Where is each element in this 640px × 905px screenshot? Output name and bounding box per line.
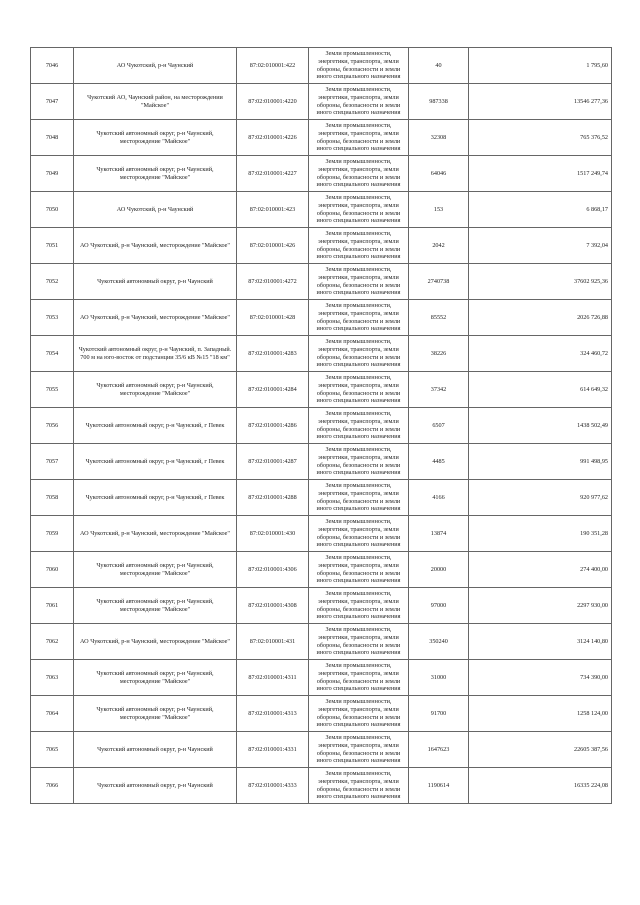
cadastral-value-cell: 37602 925,36 bbox=[469, 264, 612, 300]
address-cell: Чукотский автономный округ, р-н Чаунский, месторождение "Майское" bbox=[74, 660, 237, 696]
land-category-cell bbox=[309, 732, 409, 768]
row-number-cell: 7046 bbox=[31, 48, 74, 84]
cadastral-value-cell: 765 376,52 bbox=[469, 120, 612, 156]
table-row bbox=[31, 696, 612, 732]
land-category-line: обороны, безопасности и земли bbox=[316, 677, 401, 685]
land-category-line: обороны, безопасности и земли bbox=[316, 65, 401, 73]
land-category-line: иного специального назначения bbox=[316, 757, 401, 765]
area-cell: 37342 bbox=[409, 372, 469, 408]
area-cell: 91700 bbox=[409, 696, 469, 732]
cadastral-value-cell: 1517 249,74 bbox=[469, 156, 612, 192]
table-row bbox=[31, 660, 612, 696]
area-cell: 4166 bbox=[409, 480, 469, 516]
address-cell: Чукотский автономный округ, р-н Чаунский, месторождение "Майское" bbox=[74, 588, 237, 624]
address-cell: Чукотский автономный округ, р-н Чаунский, месторождение "Майское" bbox=[74, 120, 237, 156]
land-category-cell bbox=[309, 408, 409, 444]
table-row bbox=[31, 516, 612, 552]
land-category-line: иного специального назначения bbox=[316, 649, 401, 657]
area-cell: 2042 bbox=[409, 228, 469, 264]
area-cell: 40 bbox=[409, 48, 469, 84]
land-category-line: энергетики, транспорта, земли bbox=[318, 165, 399, 173]
area-cell: 4485 bbox=[409, 444, 469, 480]
land-category-line: обороны, безопасности и земли bbox=[316, 605, 401, 613]
land-category-line: иного специального назначения bbox=[316, 361, 401, 369]
row-number-cell: 7065 bbox=[31, 732, 74, 768]
table-row bbox=[31, 552, 612, 588]
land-category-line: обороны, безопасности и земли bbox=[316, 425, 401, 433]
table-row bbox=[31, 300, 612, 336]
area-cell: 1647623 bbox=[409, 732, 469, 768]
address-cell: Чукотский АО, Чаунский район, на месторождении "Майское" bbox=[74, 84, 237, 120]
land-category-line: обороны, безопасности и земли bbox=[316, 101, 401, 109]
cadastral-number-cell: 87:02:010001:4286 bbox=[237, 408, 309, 444]
address-cell: Чукотский автономный округ, р-н Чаунский, месторождение "Майское" bbox=[74, 552, 237, 588]
address-cell: Чукотский автономный округ, р-н Чаунский bbox=[74, 264, 237, 300]
row-number-cell: 7056 bbox=[31, 408, 74, 444]
land-category-cell bbox=[309, 84, 409, 120]
area-cell: 153 bbox=[409, 192, 469, 228]
land-category-cell bbox=[309, 120, 409, 156]
land-category-line: обороны, безопасности и земли bbox=[316, 281, 401, 289]
area-cell: 20000 bbox=[409, 552, 469, 588]
land-category-line: иного специального назначения bbox=[316, 793, 401, 801]
land-category-line: иного специального назначения bbox=[316, 577, 401, 585]
land-category-line: иного специального назначения bbox=[316, 73, 401, 81]
land-category-line: обороны, безопасности и земли bbox=[316, 641, 401, 649]
table-row bbox=[31, 228, 612, 264]
land-category-line: Земли промышленности, bbox=[325, 158, 392, 166]
row-number-cell: 7063 bbox=[31, 660, 74, 696]
cadastral-number-cell: 87:02:010001:4272 bbox=[237, 264, 309, 300]
cadastral-number-cell: 87:02:010001:426 bbox=[237, 228, 309, 264]
cadastral-value-cell: 1438 502,49 bbox=[469, 408, 612, 444]
row-number-cell: 7057 bbox=[31, 444, 74, 480]
land-category-line: Земли промышленности, bbox=[325, 446, 392, 454]
land-category-line: Земли промышленности, bbox=[325, 374, 392, 382]
address-cell: Чукотский автономный округ, р-н Чаунский, месторождение "Майское" bbox=[74, 156, 237, 192]
table-row bbox=[31, 372, 612, 408]
address-cell: АО Чукотский, р-н Чаунский, месторождение "Майское" bbox=[74, 300, 237, 336]
cadastral-number-cell: 87:02:010001:4284 bbox=[237, 372, 309, 408]
land-category-line: Земли промышленности, bbox=[325, 266, 392, 274]
land-category-line: Земли промышленности, bbox=[325, 482, 392, 490]
row-number-cell: 7054 bbox=[31, 336, 74, 372]
row-number-cell: 7055 bbox=[31, 372, 74, 408]
land-category-line: энергетики, транспорта, земли bbox=[318, 309, 399, 317]
cadastral-value-cell: 991 498,95 bbox=[469, 444, 612, 480]
area-cell: 85552 bbox=[409, 300, 469, 336]
land-category-line: обороны, безопасности и земли bbox=[316, 461, 401, 469]
land-category-line: Земли промышленности, bbox=[325, 50, 392, 58]
land-category-line: Земли промышленности, bbox=[325, 734, 392, 742]
land-category-line: Земли промышленности, bbox=[325, 554, 392, 562]
land-category-line: энергетики, транспорта, земли bbox=[318, 777, 399, 785]
row-number-cell: 7059 bbox=[31, 516, 74, 552]
land-category-line: Земли промышленности, bbox=[325, 662, 392, 670]
land-category-line: энергетики, транспорта, земли bbox=[318, 489, 399, 497]
land-category-line: Земли промышленности, bbox=[325, 338, 392, 346]
cadastral-value-cell: 274 400,00 bbox=[469, 552, 612, 588]
land-category-line: иного специального назначения bbox=[316, 217, 401, 225]
row-number-cell: 7047 bbox=[31, 84, 74, 120]
table-row bbox=[31, 444, 612, 480]
cadastral-value-cell: 614 649,32 bbox=[469, 372, 612, 408]
area-cell: 32308 bbox=[409, 120, 469, 156]
cadastral-number-cell: 87:02:010001:4333 bbox=[237, 768, 309, 804]
cadastral-number-cell: 87:02:010001:4287 bbox=[237, 444, 309, 480]
land-category-line: обороны, безопасности и земли bbox=[316, 569, 401, 577]
land-category-line: иного специального назначения bbox=[316, 685, 401, 693]
cadastral-value-cell: 2026 726,88 bbox=[469, 300, 612, 336]
land-category-line: энергетики, транспорта, земли bbox=[318, 381, 399, 389]
address-cell: АО Чукотский, р-н Чаунский, месторождение "Майское" bbox=[74, 228, 237, 264]
land-category-cell bbox=[309, 300, 409, 336]
cadastral-value-cell: 13546 277,36 bbox=[469, 84, 612, 120]
land-category-line: Земли промышленности, bbox=[325, 194, 392, 202]
cadastral-value-cell: 1 795,60 bbox=[469, 48, 612, 84]
address-cell: Чукотский автономный округ, р-н Чаунский bbox=[74, 768, 237, 804]
land-category-line: Земли промышленности, bbox=[325, 230, 392, 238]
area-cell: 2740738 bbox=[409, 264, 469, 300]
land-category-cell bbox=[309, 192, 409, 228]
land-category-line: иного специального назначения bbox=[316, 541, 401, 549]
cadastral-number-cell: 87:02:010001:422 bbox=[237, 48, 309, 84]
land-category-line: энергетики, транспорта, земли bbox=[318, 597, 399, 605]
cadastral-number-cell: 87:02:010001:430 bbox=[237, 516, 309, 552]
land-category-line: обороны, безопасности и земли bbox=[316, 137, 401, 145]
table-row bbox=[31, 120, 612, 156]
land-category-line: иного специального назначения bbox=[316, 397, 401, 405]
cadastral-value-cell: 16335 224,08 bbox=[469, 768, 612, 804]
land-category-line: Земли промышленности, bbox=[325, 122, 392, 130]
address-cell: АО Чукотский, р-н Чаунский, месторождение "Майское" bbox=[74, 516, 237, 552]
cadastral-value-cell: 734 390,00 bbox=[469, 660, 612, 696]
table-row bbox=[31, 192, 612, 228]
cadastral-value-cell: 190 351,28 bbox=[469, 516, 612, 552]
land-category-cell bbox=[309, 156, 409, 192]
land-category-line: энергетики, транспорта, земли bbox=[318, 525, 399, 533]
table-row bbox=[31, 480, 612, 516]
land-category-line: иного специального назначения bbox=[316, 109, 401, 117]
land-category-line: Земли промышленности, bbox=[325, 518, 392, 526]
land-category-line: иного специального назначения bbox=[316, 325, 401, 333]
land-category-cell bbox=[309, 552, 409, 588]
land-category-line: энергетики, транспорта, земли bbox=[318, 705, 399, 713]
cadastral-number-cell: 87:02:010001:4288 bbox=[237, 480, 309, 516]
land-category-cell bbox=[309, 48, 409, 84]
table-row bbox=[31, 624, 612, 660]
address-cell: Чукотский автономный округ, р-н Чаунский, месторождение "Майское" bbox=[74, 696, 237, 732]
cadastral-value-cell: 920 977,62 bbox=[469, 480, 612, 516]
land-category-line: энергетики, транспорта, земли bbox=[318, 561, 399, 569]
land-category-line: обороны, безопасности и земли bbox=[316, 785, 401, 793]
land-category-cell bbox=[309, 228, 409, 264]
cadastral-number-cell: 87:02:010001:4283 bbox=[237, 336, 309, 372]
land-category-line: иного специального назначения bbox=[316, 613, 401, 621]
address-cell: Чукотский автономный округ, р-н Чаунский, месторождение "Майское" bbox=[74, 372, 237, 408]
land-category-line: Земли промышленности, bbox=[325, 626, 392, 634]
cadastral-number-cell: 87:02:010001:431 bbox=[237, 624, 309, 660]
land-category-line: иного специального назначения bbox=[316, 145, 401, 153]
area-cell: 38226 bbox=[409, 336, 469, 372]
land-category-line: обороны, безопасности и земли bbox=[316, 245, 401, 253]
land-category-line: иного специального назначения bbox=[316, 253, 401, 261]
row-number-cell: 7053 bbox=[31, 300, 74, 336]
land-category-line: обороны, безопасности и земли bbox=[316, 533, 401, 541]
area-cell: 64046 bbox=[409, 156, 469, 192]
land-category-line: иного специального назначения bbox=[316, 181, 401, 189]
land-category-line: энергетики, транспорта, земли bbox=[318, 201, 399, 209]
land-category-cell bbox=[309, 372, 409, 408]
land-category-line: обороны, безопасности и земли bbox=[316, 209, 401, 217]
row-number-cell: 7050 bbox=[31, 192, 74, 228]
land-category-line: обороны, безопасности и земли bbox=[316, 353, 401, 361]
table-row bbox=[31, 48, 612, 84]
land-category-line: Земли промышленности, bbox=[325, 590, 392, 598]
table-row bbox=[31, 588, 612, 624]
cadastral-number-cell: 87:02:010001:4308 bbox=[237, 588, 309, 624]
land-category-line: Земли промышленности, bbox=[325, 410, 392, 418]
land-category-line: иного специального назначения bbox=[316, 505, 401, 513]
row-number-cell: 7048 bbox=[31, 120, 74, 156]
address-cell: АО Чукотский, р-н Чаунский bbox=[74, 48, 237, 84]
table-row bbox=[31, 156, 612, 192]
row-number-cell: 7049 bbox=[31, 156, 74, 192]
cadastral-value-cell: 7 392,04 bbox=[469, 228, 612, 264]
cadastral-number-cell: 87:02:010001:4227 bbox=[237, 156, 309, 192]
land-category-line: Земли промышленности, bbox=[325, 302, 392, 310]
land-category-line: энергетики, транспорта, земли bbox=[318, 669, 399, 677]
address-cell: Чукотский автономный округ, р-н Чаунский, г Певек bbox=[74, 480, 237, 516]
cadastral-number-cell: 87:02:010001:4313 bbox=[237, 696, 309, 732]
land-category-line: энергетики, транспорта, земли bbox=[318, 633, 399, 641]
land-category-line: энергетики, транспорта, земли bbox=[318, 129, 399, 137]
land-category-line: энергетики, транспорта, земли bbox=[318, 57, 399, 65]
land-category-line: Земли промышленности, bbox=[325, 770, 392, 778]
table-row bbox=[31, 408, 612, 444]
land-category-line: обороны, безопасности и земли bbox=[316, 713, 401, 721]
land-category-cell bbox=[309, 588, 409, 624]
land-category-line: энергетики, транспорта, земли bbox=[318, 741, 399, 749]
land-category-cell bbox=[309, 336, 409, 372]
cadastral-value-cell: 2297 930,00 bbox=[469, 588, 612, 624]
land-category-line: обороны, безопасности и земли bbox=[316, 173, 401, 181]
land-category-line: Земли промышленности, bbox=[325, 86, 392, 94]
land-category-line: обороны, безопасности и земли bbox=[316, 389, 401, 397]
area-cell: 13874 bbox=[409, 516, 469, 552]
cadastral-number-cell: 87:02:010001:4311 bbox=[237, 660, 309, 696]
land-category-cell bbox=[309, 480, 409, 516]
land-category-line: обороны, безопасности и земли bbox=[316, 749, 401, 757]
address-cell: АО Чукотский, р-н Чаунский, месторождение "Майское" bbox=[74, 624, 237, 660]
table-row bbox=[31, 264, 612, 300]
table-row bbox=[31, 732, 612, 768]
table-row bbox=[31, 768, 612, 804]
area-cell: 31000 bbox=[409, 660, 469, 696]
table-row bbox=[31, 84, 612, 120]
address-cell: Чукотский автономный округ, р-н Чаунский bbox=[74, 732, 237, 768]
row-number-cell: 7061 bbox=[31, 588, 74, 624]
row-number-cell: 7058 bbox=[31, 480, 74, 516]
row-number-cell: 7064 bbox=[31, 696, 74, 732]
cadastral-number-cell: 87:02:010001:4226 bbox=[237, 120, 309, 156]
cadastral-number-cell: 87:02:010001:428 bbox=[237, 300, 309, 336]
row-number-cell: 7051 bbox=[31, 228, 74, 264]
row-number-cell: 7060 bbox=[31, 552, 74, 588]
area-cell: 6507 bbox=[409, 408, 469, 444]
land-category-line: Земли промышленности, bbox=[325, 698, 392, 706]
address-cell: Чукотский автономный округ, р-н Чаунский, г Певек bbox=[74, 408, 237, 444]
row-number-cell: 7052 bbox=[31, 264, 74, 300]
area-cell: 987338 bbox=[409, 84, 469, 120]
table-row bbox=[31, 336, 612, 372]
land-category-cell bbox=[309, 624, 409, 660]
land-category-line: энергетики, транспорта, земли bbox=[318, 93, 399, 101]
area-cell: 97000 bbox=[409, 588, 469, 624]
land-category-line: энергетики, транспорта, земли bbox=[318, 273, 399, 281]
cadastral-value-cell: 1258 124,00 bbox=[469, 696, 612, 732]
area-cell: 350240 bbox=[409, 624, 469, 660]
cadastral-value-cell: 324 460,72 bbox=[469, 336, 612, 372]
land-category-cell bbox=[309, 444, 409, 480]
area-cell: 1190614 bbox=[409, 768, 469, 804]
land-table bbox=[30, 47, 612, 804]
land-category-cell bbox=[309, 516, 409, 552]
address-cell: Чукотский автономный округ, р-н Чаунский, г Певек bbox=[74, 444, 237, 480]
land-category-cell bbox=[309, 660, 409, 696]
land-category-line: иного специального назначения bbox=[316, 433, 401, 441]
cadastral-number-cell: 87:02:010001:4331 bbox=[237, 732, 309, 768]
land-category-line: иного специального назначения bbox=[316, 721, 401, 729]
address-cell: Чукотский автономный округ, р-н Чаунский, п. Западный. 700 м на юго-восток от подстанции 35/6 кВ №15 "18 км" bbox=[74, 336, 237, 372]
land-category-line: энергетики, транспорта, земли bbox=[318, 453, 399, 461]
cadastral-value-cell: 22605 387,56 bbox=[469, 732, 612, 768]
land-category-line: иного специального назначения bbox=[316, 289, 401, 297]
row-number-cell: 7062 bbox=[31, 624, 74, 660]
row-number-cell: 7066 bbox=[31, 768, 74, 804]
cadastral-number-cell: 87:02:010001:423 bbox=[237, 192, 309, 228]
land-category-line: энергетики, транспорта, земли bbox=[318, 417, 399, 425]
cadastral-value-cell: 3124 140,80 bbox=[469, 624, 612, 660]
land-table-body bbox=[31, 48, 612, 804]
address-cell: АО Чукотский, р-н Чаунский bbox=[74, 192, 237, 228]
land-category-line: обороны, безопасности и земли bbox=[316, 497, 401, 505]
cadastral-value-cell: 6 868,17 bbox=[469, 192, 612, 228]
cadastral-number-cell: 87:02:010001:4220 bbox=[237, 84, 309, 120]
land-category-cell bbox=[309, 768, 409, 804]
land-category-cell bbox=[309, 264, 409, 300]
land-category-line: энергетики, транспорта, земли bbox=[318, 237, 399, 245]
land-category-line: иного специального назначения bbox=[316, 469, 401, 477]
cadastral-number-cell: 87:02:010001:4306 bbox=[237, 552, 309, 588]
land-category-line: обороны, безопасности и земли bbox=[316, 317, 401, 325]
land-category-line: энергетики, транспорта, земли bbox=[318, 345, 399, 353]
land-category-cell bbox=[309, 696, 409, 732]
